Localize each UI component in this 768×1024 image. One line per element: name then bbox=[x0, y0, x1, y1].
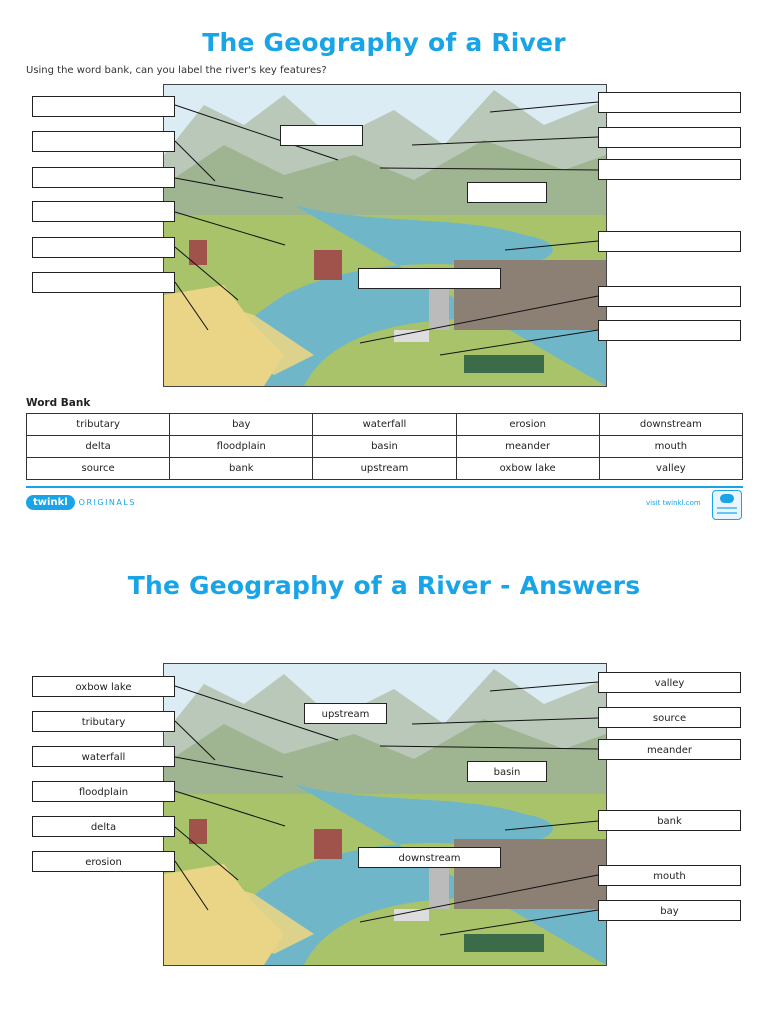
answer-label-tributary: tributary bbox=[32, 711, 175, 732]
word-bank-cell: delta bbox=[27, 436, 170, 458]
word-bank-cell: source bbox=[27, 458, 170, 480]
answers-title-bold: Answers bbox=[519, 571, 641, 600]
answer-label-valley: valley bbox=[598, 672, 741, 693]
word-bank-cell: upstream bbox=[313, 458, 456, 480]
blank-label-center-1[interactable] bbox=[280, 125, 363, 146]
blank-label-right-2[interactable] bbox=[598, 127, 741, 148]
answers-title bbox=[0, 571, 768, 600]
footer-divider bbox=[26, 486, 743, 488]
word-bank-cell: erosion bbox=[456, 414, 599, 436]
answer-label-oxbow-lake: oxbow lake bbox=[32, 676, 175, 697]
answer-label-downstream: downstream bbox=[358, 847, 501, 868]
blank-label-left-2[interactable] bbox=[32, 131, 175, 152]
originals-text: ORIGINALS bbox=[78, 497, 136, 507]
blank-label-left-3[interactable] bbox=[32, 167, 175, 188]
word-bank-cell: meander bbox=[456, 436, 599, 458]
word-bank-cell: waterfall bbox=[313, 414, 456, 436]
answer-label-floodplain: floodplain bbox=[32, 781, 175, 802]
twinkl-logo-text: twinkl bbox=[26, 495, 75, 510]
word-bank-cell: floodplain bbox=[170, 436, 313, 458]
word-bank-row bbox=[27, 436, 743, 458]
twinkl-logo bbox=[26, 493, 136, 511]
word-bank-table bbox=[26, 413, 743, 480]
visit-link[interactable]: visit twinkl.com bbox=[646, 499, 701, 507]
answer-label-delta: delta bbox=[32, 816, 175, 837]
word-bank-heading: Word Bank bbox=[26, 397, 91, 409]
blank-label-left-6[interactable] bbox=[32, 272, 175, 293]
answer-label-source: source bbox=[598, 707, 741, 728]
answer-label-mouth: mouth bbox=[598, 865, 741, 886]
worksheet-title: The Geography of a River bbox=[202, 28, 566, 57]
answer-label-meander: meander bbox=[598, 739, 741, 760]
answer-label-bay: bay bbox=[598, 900, 741, 921]
word-bank-cell: oxbow lake bbox=[456, 458, 599, 480]
river-landscape-image bbox=[164, 85, 606, 386]
answer-label-upstream: upstream bbox=[304, 703, 387, 724]
answer-label-basin: basin bbox=[467, 761, 547, 782]
word-bank-row bbox=[27, 414, 743, 436]
answer-label-erosion: erosion bbox=[32, 851, 175, 872]
blank-label-right-5[interactable] bbox=[598, 286, 741, 307]
word-bank-cell: bank bbox=[170, 458, 313, 480]
blank-label-right-6[interactable] bbox=[598, 320, 741, 341]
answers-title-main: The Geography of a River - bbox=[127, 571, 520, 600]
instructions: Using the word bank, can you label the river's key features? bbox=[26, 65, 327, 76]
word-bank-cell: bay bbox=[170, 414, 313, 436]
quality-badge-icon bbox=[712, 490, 742, 520]
blank-label-right-1[interactable] bbox=[598, 92, 741, 113]
blank-label-right-4[interactable] bbox=[598, 231, 741, 252]
answer-label-bank: bank bbox=[598, 810, 741, 831]
word-bank-cell: mouth bbox=[599, 436, 742, 458]
word-bank-cell: valley bbox=[599, 458, 742, 480]
blank-label-left-5[interactable] bbox=[32, 237, 175, 258]
word-bank-cell: tributary bbox=[27, 414, 170, 436]
word-bank-cell: basin bbox=[313, 436, 456, 458]
answer-label-waterfall: waterfall bbox=[32, 746, 175, 767]
blank-label-left-1[interactable] bbox=[32, 96, 175, 117]
blank-label-right-3[interactable] bbox=[598, 159, 741, 180]
river-illustration bbox=[163, 84, 607, 387]
blank-label-left-4[interactable] bbox=[32, 201, 175, 222]
word-bank-cell: downstream bbox=[599, 414, 742, 436]
blank-label-center-2[interactable] bbox=[467, 182, 547, 203]
blank-label-center-3[interactable] bbox=[358, 268, 501, 289]
word-bank-row bbox=[27, 458, 743, 480]
